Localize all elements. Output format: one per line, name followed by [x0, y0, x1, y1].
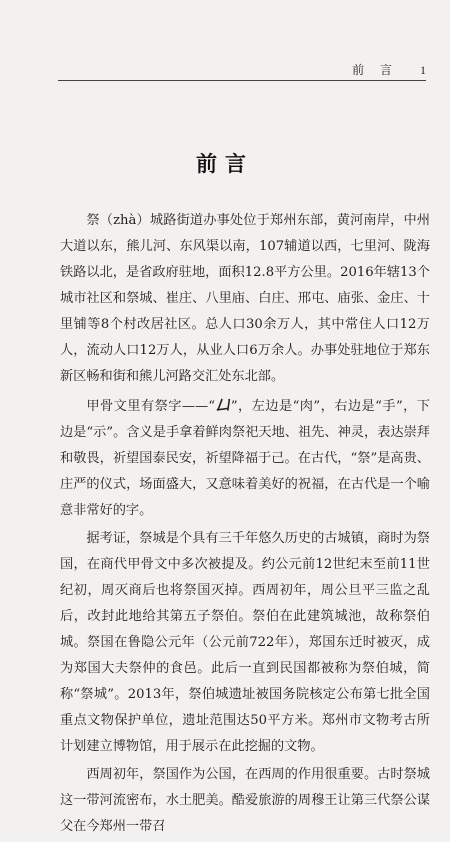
header-rule	[58, 80, 426, 81]
running-header	[58, 61, 426, 78]
oracle-bone-glyph: 𠙴	[214, 396, 231, 414]
paragraph-2-before: 甲骨文里有祭字——“	[86, 399, 215, 414]
body-text	[60, 208, 430, 842]
paragraph-1: 祭（zhà）城路街道办事处位于郑州东部，黄河南岸，中州大道以东，熊儿河、东风渠以南，107辅道以西，七里河、陇海铁路以北，是省政府驻地，面积12.8平方公里。2016年辖13个城市社区和祭城、崔庄、八里庙、白庄、邢屯、庙张、金庄、十里铺等8个村改居社区。总人口30余万人，其中常住人口12万人，流动人口12万人，从业人口6万余人。办事处驻地位于郑东新区畅和街和熊儿河路交汇处东北部。	[60, 213, 430, 384]
chapter-title: 前言	[196, 152, 254, 176]
paragraph-4: 西周初年，祭国作为公国，在西周的作用很重要。古时祭城这一带河流密布，水土肥美。酷爱旅游的周穆王让第三代祭公谋父在今郑州一带召	[60, 767, 430, 834]
running-header-title: 前 言	[352, 63, 398, 77]
paragraph-2	[60, 392, 430, 524]
paragraph-3: 据考证，祭城是个具有三千年悠久历史的古城镇，商时为祭国，在商代甲骨文中多次被提及。约公元前12世纪末至前11世纪初，周灭商后也将祭国灭掉。西周初年，周公旦平三监之乱后，改封此地给其第五子祭伯。祭伯在此建筑城池，故称祭伯城。祭国在鲁隐公元年（公元前722年），郑国东迁时被灭，成为郑国大夫祭仲的食邑。此后一直到民国都被称为祭伯城，简称“祭城”。2013年，祭伯城遗址被国务院核定公布第七批全国重点文物保护单位，遗址范围达50平方米。郑州市文物考古所计划建立博物馆，用于展示在此挖掘的文物。	[60, 531, 430, 754]
page-number: 1	[420, 63, 426, 77]
paragraph-2-after: ”，左边是“肉”，右边是“手”，下边是“示”。含义是手拿着鲜肉祭祀天地、祖先、神灵，表达崇拜和敬畏，祈望国泰民安，祈望降福于己。在古代，“祭”是高贵、庄严的仪式，场面盛大，又意味着美好的祝福，在古代是一个喻意非常好的字。	[60, 399, 430, 518]
